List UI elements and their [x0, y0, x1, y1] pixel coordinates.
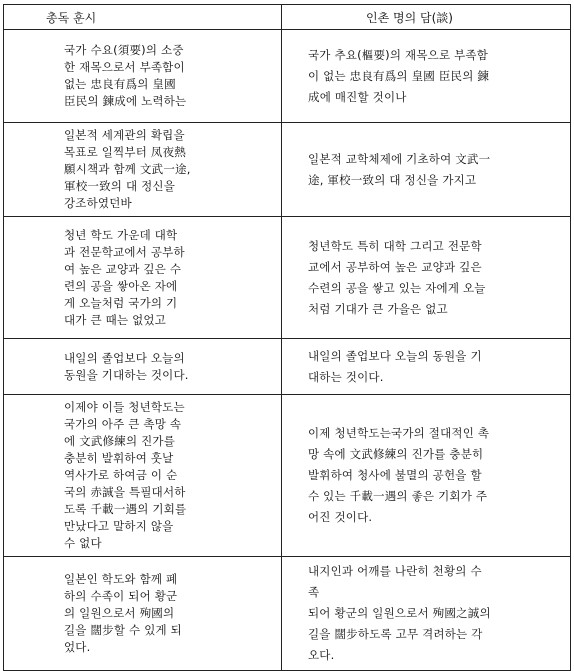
right-cell [282, 339, 571, 395]
left-cell [4, 339, 282, 395]
left-cell-text: 국가 수요(須要)의 소중 한 재목으로서 부족함이 없는 忠良有爲의 皇國 臣民의 鍊成에 노력하는 [64, 43, 187, 108]
left-cell [4, 30, 282, 123]
table-row [4, 217, 571, 339]
table-row [4, 339, 571, 395]
left-cell-text: 청년 학도 가운데 대학 과 전문학교에서 공부하 여 높은 교양과 깊은 수 련의 공을 쌓아온 자에 게 오늘처럼 국가의 기 대가 큰 때는 없었고 [64, 227, 185, 327]
right-cell-text: 국가 추요(樞要)의 재목으로 부족함 이 없는 忠良有爲의 皇國 臣民의 鍊 成에 매진할 것이나 [308, 47, 490, 104]
right-cell-text: 청년학도 특히 대학 그리고 전문학 교에서 공부하여 높은 교양과 깊은 수련의 공을 쌓고 있는 자에게 오늘 처럼 기대가 큰 가을은 없고 [308, 238, 486, 316]
left-cell [4, 395, 282, 557]
right-cell-text: 일본적 교학체제에 기초하여 文武一 途, 軍校一致의 대 정신을 가지고 [308, 151, 491, 187]
table-row [4, 30, 571, 123]
left-cell-text: 일본인 학도와 함께 폐 하의 수족이 되어 황군 의 일원으로서 殉國의 길을 闊步할 수 있게 되 었다. [64, 572, 182, 654]
left-cell [4, 557, 282, 671]
table-row [4, 557, 571, 671]
right-cell-text: 내지인과 어깨를 나란히 천황의 수 족 되어 황군의 일원으로서 殉國之誠의 길을 闊步하도록 고무 격려하는 각 오다. [308, 564, 491, 662]
header-governor-address: 총독 훈시 [4, 5, 282, 30]
left-cell [4, 217, 282, 339]
comparison-table [3, 4, 571, 671]
right-cell [282, 557, 571, 671]
left-cell-text: 이제야 이들 청년학도는 국가의 아주 큰 촉망 속 에 文武修練의 진가를 충분히 발휘하여 훗날 역사가로 하여금 이 순 국의 赤誠을 특필대서하 도록 千載一遇의 기회를 만났다고 말하지 않을 수 없다 [64, 400, 187, 550]
table-row [4, 395, 571, 557]
left-cell [4, 123, 282, 217]
table-row [4, 123, 571, 217]
right-cell-text: 이제 청년학도는국가의 절대적인 촉 망 속에 文武修練의 진가를 충분히 발휘하여 청사에 불멸의 공헌을 할 수 있는 千載一遇의 좋은 기회가 주 어진 것이다. [308, 426, 490, 524]
right-cell [282, 123, 571, 217]
left-cell-text: 내일의 졸업보다 오늘의 동원을 기대하는 것이다. [64, 350, 189, 382]
right-cell [282, 395, 571, 557]
right-cell [282, 217, 571, 339]
right-cell-text: 내일의 졸업보다 오늘의 동원을 기 대하는 것이다. [308, 348, 482, 384]
table-header-row [4, 5, 571, 30]
header-inchon-statement: 인촌 명의 담(談) [282, 5, 571, 30]
right-cell [282, 30, 571, 123]
left-cell-text: 일본적 세계관의 확립을 목표로 일찍부터 凤夜熱 願시책과 함께 文武一途, 軍校一致의 대 정신을 강조하였던바 [64, 128, 191, 210]
